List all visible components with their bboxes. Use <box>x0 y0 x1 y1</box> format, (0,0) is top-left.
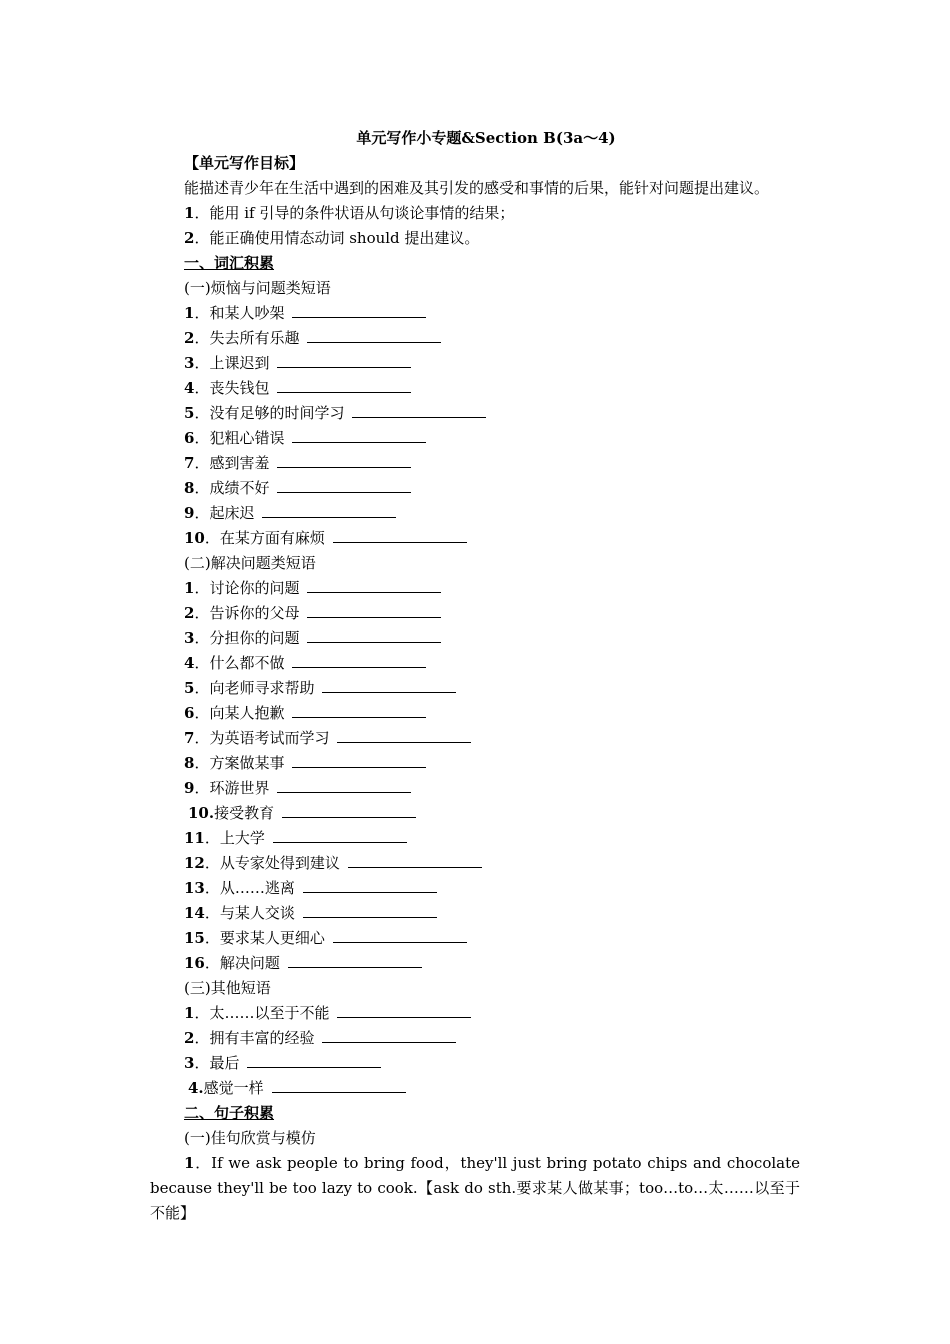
vocab-item <box>150 776 800 801</box>
item-text: ．从专家处得到建议 <box>204 854 340 872</box>
vocab-item <box>150 501 800 526</box>
answer-blank[interactable] <box>322 679 456 693</box>
answer-blank[interactable] <box>333 929 467 943</box>
goal-text: 能描述青少年在生活中遇到的困难及其引发的感受和事情的后果，能针对问题提出建议。 <box>184 179 770 197</box>
answer-blank[interactable] <box>333 529 467 543</box>
answer-blank[interactable] <box>292 704 426 718</box>
item-number: 2 <box>184 229 195 247</box>
item-text: ．上大学 <box>204 829 265 847</box>
answer-blank[interactable] <box>337 1004 471 1018</box>
answer-blank[interactable] <box>292 754 426 768</box>
item-text: ．向老师寻求帮助 <box>194 679 315 697</box>
item-text: ．成绩不好 <box>194 479 270 497</box>
item-number: 1 <box>184 304 195 322</box>
answer-blank[interactable] <box>262 504 396 518</box>
item-number: 11 <box>184 829 205 847</box>
goal-heading: 【单元写作目标】 <box>184 154 305 172</box>
answer-blank[interactable] <box>288 954 422 968</box>
sentence-1 <box>150 1151 800 1226</box>
item-number: 8 <box>184 754 195 772</box>
vocab-item <box>150 426 800 451</box>
item-text: ．丧失钱包 <box>194 379 270 397</box>
answer-blank[interactable] <box>277 479 411 493</box>
item-text: ．方案做某事 <box>194 754 285 772</box>
item-number: 4 <box>184 654 195 672</box>
item-number: 16 <box>184 954 205 972</box>
answer-blank[interactable] <box>337 729 471 743</box>
vocab-item <box>150 851 800 876</box>
item-text: ．从……逃离 <box>204 879 295 897</box>
item-number: 8 <box>184 479 195 497</box>
goal-list <box>150 201 800 251</box>
item-text: ．什么都不做 <box>194 654 285 672</box>
item-number: 3 <box>184 354 195 372</box>
item-text: ．讨论你的问题 <box>194 579 300 597</box>
item-text: ．起床迟 <box>194 504 255 522</box>
vocab-item <box>150 351 800 376</box>
vocab-item <box>150 1076 800 1101</box>
vocab-item <box>150 901 800 926</box>
item-number: 9 <box>184 504 195 522</box>
vocab-item <box>150 801 800 826</box>
item-text: ．最后 <box>194 1054 240 1072</box>
answer-blank[interactable] <box>348 854 482 868</box>
item-number: 2 <box>184 1029 195 1047</box>
answer-blank[interactable] <box>277 779 411 793</box>
answer-blank[interactable] <box>292 304 426 318</box>
answer-blank[interactable] <box>277 379 411 393</box>
item-number: 10. <box>188 804 215 822</box>
item-number: 2 <box>184 329 195 347</box>
item-number: 12 <box>184 854 205 872</box>
item-number: 7 <box>184 454 195 472</box>
item-number: 10 <box>184 529 205 547</box>
section-sentence-heading <box>150 1101 800 1126</box>
sentence-sub-heading: (一)佳句欣赏与模仿 <box>184 1129 316 1147</box>
answer-blank[interactable] <box>272 1079 406 1093</box>
vocab-item <box>150 751 800 776</box>
vocab3-heading: (三)其他短语 <box>184 979 271 997</box>
answer-blank[interactable] <box>303 879 437 893</box>
sentence-text: ．If we ask people to bring food，they'll just bring potato chips and chocolate because they'll be too lazy to cook.【ask do sth.要求某人做某事；too…to…太……以至于不能】 <box>150 1154 800 1222</box>
vocab-item <box>150 651 800 676</box>
item-text: ．环游世界 <box>194 779 270 797</box>
answer-blank[interactable] <box>352 404 486 418</box>
answer-blank[interactable] <box>292 654 426 668</box>
page-title: 单元写作小专题&Section B(3a～4) <box>356 129 616 147</box>
item-number: 1 <box>184 204 195 222</box>
item-number: 9 <box>184 779 195 797</box>
goal-item <box>150 201 800 226</box>
vocab1-list <box>150 301 800 551</box>
vocab-item <box>150 1051 800 1076</box>
item-number: 1 <box>184 1004 195 1022</box>
vocab-item <box>150 926 800 951</box>
item-number: 13 <box>184 879 205 897</box>
vocab-item <box>150 601 800 626</box>
vocab-item <box>150 1026 800 1051</box>
item-text: ．上课迟到 <box>194 354 270 372</box>
item-text: 接受教育 <box>214 804 275 822</box>
item-text: ．感到害羞 <box>194 454 270 472</box>
item-number: 2 <box>184 604 195 622</box>
answer-blank[interactable] <box>292 429 426 443</box>
item-text: ．没有足够的时间学习 <box>194 404 345 422</box>
answer-blank[interactable] <box>247 1054 381 1068</box>
item-text: ．太……以至于不能 <box>194 1004 330 1022</box>
vocab-item <box>150 526 800 551</box>
vocab-item <box>150 1001 800 1026</box>
item-number: 3 <box>184 629 195 647</box>
vocab1-heading: (一)烦恼与问题类短语 <box>184 279 331 297</box>
vocab2-list <box>150 576 800 976</box>
vocab-item <box>150 626 800 651</box>
item-number: 4. <box>188 1079 204 1097</box>
answer-blank[interactable] <box>307 604 441 618</box>
vocab-item <box>150 826 800 851</box>
item-number: 5 <box>184 404 195 422</box>
item-number: 3 <box>184 1054 195 1072</box>
vocab-item <box>150 701 800 726</box>
vocab-item <box>150 876 800 901</box>
vocab2-heading: (二)解决问题类短语 <box>184 554 316 572</box>
vocab-item <box>150 301 800 326</box>
item-number: 14 <box>184 904 205 922</box>
item-number: 6 <box>184 429 195 447</box>
vocab-item <box>150 401 800 426</box>
document-page <box>150 126 800 1226</box>
item-text: ．向某人抱歉 <box>194 704 285 722</box>
item-text: ．告诉你的父母 <box>194 604 300 622</box>
sentence-number: 1 <box>184 1154 195 1172</box>
item-number: 5 <box>184 679 195 697</box>
vocab-item <box>150 951 800 976</box>
section-sentence-heading-text: 二、句子积累 <box>184 1104 275 1122</box>
vocab-item <box>150 376 800 401</box>
answer-blank[interactable] <box>277 354 411 368</box>
answer-blank[interactable] <box>307 629 441 643</box>
item-text: ．与某人交谈 <box>204 904 295 922</box>
item-number: 7 <box>184 729 195 747</box>
item-number: 1 <box>184 579 195 597</box>
answer-blank[interactable] <box>273 829 407 843</box>
vocab-item <box>150 476 800 501</box>
item-text: 感觉一样 <box>203 1079 264 1097</box>
item-text: ．能用 if 引导的条件状语从句谈论事情的结果； <box>194 204 515 222</box>
vocab-item <box>150 676 800 701</box>
answer-blank[interactable] <box>282 804 416 818</box>
answer-blank[interactable] <box>277 454 411 468</box>
answer-blank[interactable] <box>303 904 437 918</box>
answer-blank[interactable] <box>307 579 441 593</box>
vocab-item <box>150 576 800 601</box>
item-text: ．拥有丰富的经验 <box>194 1029 315 1047</box>
item-number: 6 <box>184 704 195 722</box>
answer-blank[interactable] <box>307 329 441 343</box>
section-vocab-heading-text: 一、词汇积累 <box>184 254 275 272</box>
item-text: ．要求某人更细心 <box>204 929 325 947</box>
vocab-item <box>150 326 800 351</box>
item-text: ．失去所有乐趣 <box>194 329 300 347</box>
item-text: ．分担你的问题 <box>194 629 300 647</box>
item-text: ．在某方面有麻烦 <box>204 529 325 547</box>
goal-item <box>150 226 800 251</box>
answer-blank[interactable] <box>322 1029 456 1043</box>
section-vocab-heading <box>150 251 800 276</box>
vocab-item <box>150 451 800 476</box>
item-number: 15 <box>184 929 205 947</box>
vocab-item <box>150 726 800 751</box>
item-text: ．能正确使用情态动词 should 提出建议。 <box>194 229 480 247</box>
item-text: ．为英语考试而学习 <box>194 729 330 747</box>
item-number: 4 <box>184 379 195 397</box>
item-text: ．解决问题 <box>204 954 280 972</box>
vocab3-list <box>150 1001 800 1101</box>
item-text: ．和某人吵架 <box>194 304 285 322</box>
item-text: ．犯粗心错误 <box>194 429 285 447</box>
